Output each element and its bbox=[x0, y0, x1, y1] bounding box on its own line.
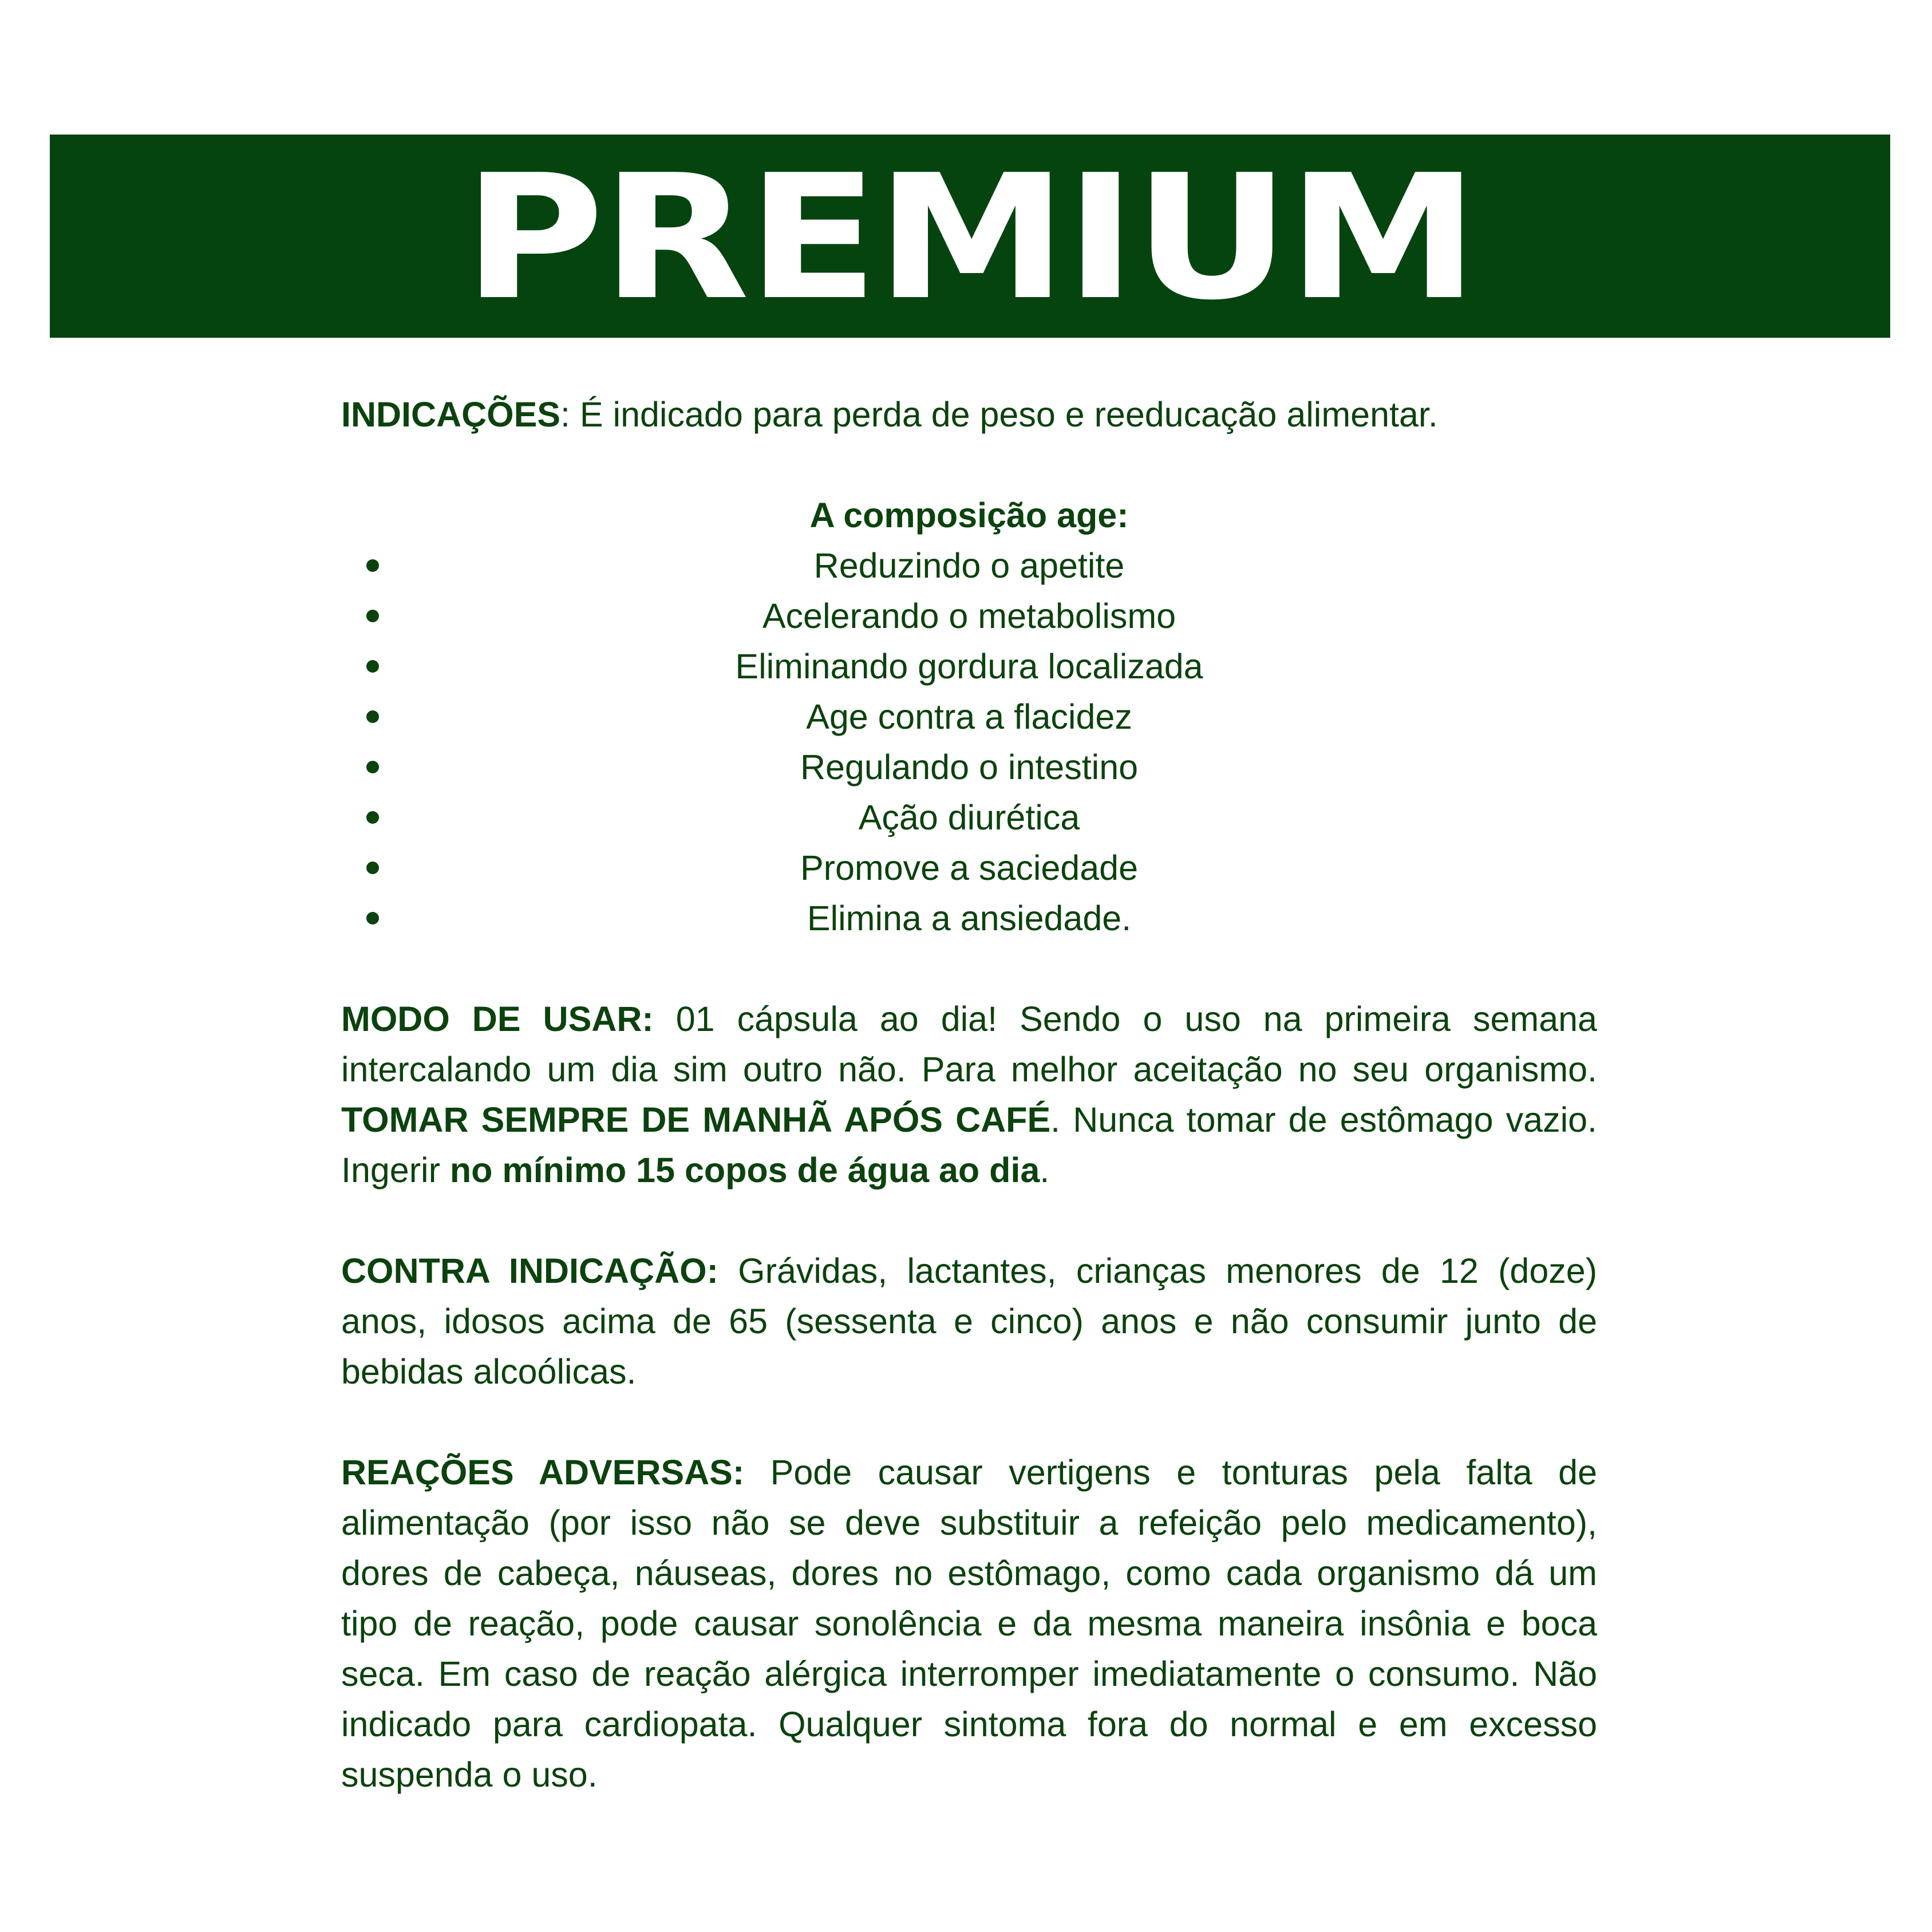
list-item-label: Reduzindo o apetite bbox=[813, 546, 1125, 585]
product-info bbox=[341, 389, 1597, 1800]
adverse-label: REAÇÕES ADVERSAS: bbox=[341, 1453, 745, 1492]
list-item-label: Age contra a flacidez bbox=[806, 697, 1132, 736]
title-banner bbox=[50, 135, 1890, 338]
list-item bbox=[341, 591, 1597, 641]
list-item-label: Promove a saciedade bbox=[800, 848, 1138, 887]
list-item bbox=[341, 843, 1597, 893]
spacer bbox=[341, 1195, 1597, 1246]
spacer bbox=[341, 943, 1597, 994]
adverse-text: Pode causar vertigens e tonturas pela falta de alimentação (por isso não se deve substituir a refeição pelo medicamento), dores de cabeça, náuseas, dores no estômago, como cada organismo dá um tipo de reação, pode causar sonolência e da mesma maneira insônia e boca seca. Em caso de reação alérgica interromper imediatamente o consumo. Não indicado para cardiopata. Qualquer sintoma fora do normal e em excesso suspenda o uso. bbox=[341, 1453, 1597, 1794]
indications-text: : É indicado para perda de peso e reeducação alimentar. bbox=[560, 395, 1438, 434]
list-item-label: Acelerando o metabolismo bbox=[762, 596, 1176, 635]
list-item-label: Eliminando gordura localizada bbox=[735, 647, 1203, 686]
list-item bbox=[341, 792, 1597, 843]
spacer bbox=[341, 1397, 1597, 1447]
contraindication-section bbox=[341, 1246, 1597, 1397]
composition-list bbox=[341, 540, 1597, 943]
usage-text-2: . Nunca tomar de estômago vazio. Ingerir bbox=[341, 1100, 1597, 1190]
usage-emphasis-1: TOMAR SEMPRE DE MANHÃ APÓS CAFÉ bbox=[341, 1100, 1051, 1139]
list-item bbox=[341, 641, 1597, 692]
adverse-section bbox=[341, 1447, 1597, 1800]
indications-section bbox=[341, 389, 1597, 440]
list-item bbox=[341, 692, 1597, 742]
bullet-icon bbox=[366, 710, 379, 723]
list-item bbox=[341, 893, 1597, 943]
bullet-icon bbox=[366, 912, 379, 924]
usage-text-3: . bbox=[1040, 1151, 1050, 1190]
list-item-label: Regulando o intestino bbox=[800, 748, 1139, 787]
bullet-icon bbox=[366, 559, 379, 572]
bullet-icon bbox=[366, 862, 379, 874]
indications-label: INDICAÇÕES bbox=[341, 395, 560, 434]
composition-title: A composição age: bbox=[809, 496, 1129, 535]
usage-emphasis-2: no mínimo 15 copos de água ao dia bbox=[449, 1151, 1040, 1190]
list-item bbox=[341, 540, 1597, 591]
spacer bbox=[341, 440, 1597, 490]
list-item bbox=[341, 742, 1597, 792]
usage-section bbox=[341, 994, 1597, 1195]
list-item-label: Elimina a ansiedade. bbox=[807, 899, 1132, 938]
page-title: PREMIUM bbox=[463, 137, 1477, 338]
usage-label: MODO DE USAR: bbox=[341, 999, 654, 1038]
list-item-label: Ação diurética bbox=[858, 798, 1080, 837]
bullet-icon bbox=[366, 660, 379, 673]
bullet-icon bbox=[366, 811, 379, 824]
contraindication-text: Grávidas, lactantes, crianças menores de 12 (doze) anos, idosos acima de 65 (sessenta e cinco) anos e não consumir junto de bebidas alcoólicas. bbox=[341, 1251, 1598, 1391]
bullet-icon bbox=[366, 761, 379, 773]
usage-text-1: 01 cápsula ao dia! Sendo o uso na primeira semana intercalando um dia sim outro não. Para melhor aceitação no seu organismo. bbox=[341, 999, 1597, 1089]
bullet-icon bbox=[366, 610, 379, 622]
contraindication-label: CONTRA INDICAÇÃO: bbox=[341, 1251, 718, 1290]
